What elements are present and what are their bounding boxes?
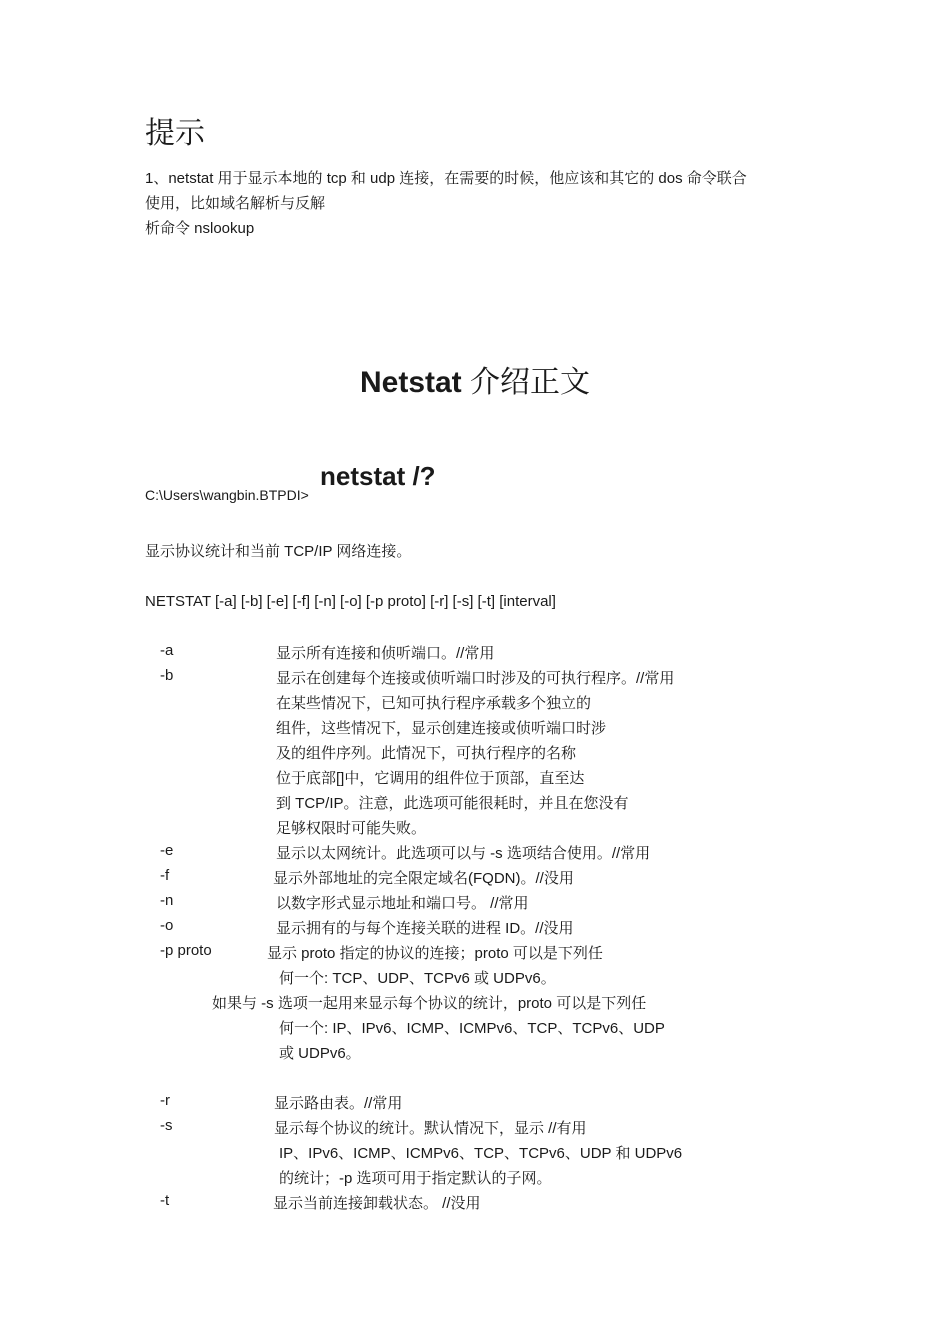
tip-line-2: 使用，比如域名解析与反解 (145, 195, 326, 212)
option-desc-t: 显示当前连接卸载状态。 //没用 (273, 1195, 481, 1212)
option-desc-p-s-2: 何一个: IP、IPv6、ICMP、ICMPv6、TCP、TCPv6、UDP (279, 1020, 665, 1037)
option-desc-s-1: 显示每个协议的统计。默认情况下，显示 //有用 (274, 1120, 587, 1137)
option-flag-o: -o (160, 917, 174, 934)
intro-text: 显示协议统计和当前 TCP/IP 网络连接。 (145, 543, 412, 560)
tip-line-3: 析命令 nslookup (145, 220, 255, 237)
syntax-line: NETSTAT [-a] [-b] [-e] [-f] [-n] [-o] [-p proto] [-r] [-s] [-t] [interval] (145, 593, 556, 610)
option-desc-n: 以数字形式显示地址和端口号。 //常用 (276, 895, 529, 912)
command-prompt: C:\Users\wangbin.BTPDI> (145, 487, 309, 503)
option-desc-r: 显示路由表。//常用 (274, 1095, 403, 1112)
option-desc-b-2: 在某些情况下，已知可执行程序承载多个独立的 (276, 695, 592, 712)
option-desc-p-s-1: 如果与 -s 选项一起用来显示每个协议的统计，proto 可以是下列任 (212, 995, 647, 1012)
option-desc-b-6: 到 TCP/IP。注意，此选项可能很耗时，并且在您没有 (276, 795, 629, 812)
option-desc-b-5: 位于底部[]中，它调用的组件位于顶部，直至达 (276, 770, 585, 787)
main-heading-latin: Netstat (359, 366, 471, 399)
option-flag-b: -b (160, 667, 174, 684)
option-desc-b-4: 及的组件序列。此情况下，可执行程序的名称 (276, 745, 577, 762)
option-desc-b-1: 显示在创建每个连接或侦听端口时涉及的可执行程序。//常用 (276, 670, 675, 687)
option-desc-s-3: 的统计；-p 选项可用于指定默认的子网。 (279, 1170, 552, 1187)
option-flag-s: -s (160, 1117, 173, 1134)
option-desc-b-7: 足够权限时可能失败。 (276, 820, 427, 837)
option-desc-e: 显示以太网统计。此选项可以与 -s 选项结合使用。//常用 (276, 845, 651, 862)
option-flag-r: -r (160, 1092, 170, 1109)
option-desc-b-3: 组件，这些情况下，显示创建连接或侦听端口时涉 (276, 720, 607, 737)
command-text: netstat /? (320, 461, 436, 491)
option-desc-p-2: 何一个: TCP、UDP、TCPv6 或 UDPv6。 (279, 970, 556, 987)
option-desc-p-s-3: 或 UDPv6。 (279, 1045, 361, 1062)
option-flag-f: -f (160, 867, 170, 884)
option-flag-a: -a (160, 642, 174, 659)
option-desc-s-2: IP、IPv6、ICMP、ICMPv6、TCP、TCPv6、UDP 和 UDPv6 (279, 1145, 683, 1162)
tip-title: 提示 (145, 116, 205, 151)
option-desc-a: 显示所有连接和侦听端口。//常用 (276, 645, 495, 662)
option-desc-p-1: 显示 proto 指定的协议的连接；proto 可以是下列任 (267, 945, 603, 962)
option-desc-o: 显示拥有的与每个连接关联的进程 ID。//没用 (276, 920, 574, 937)
option-flag-e: -e (160, 842, 174, 859)
option-flag-t: -t (160, 1192, 170, 1209)
option-flag-p: -p proto (160, 942, 212, 959)
main-heading-cjk: 介绍正文 (470, 365, 591, 400)
option-desc-f: 显示外部地址的完全限定域名(FQDN)。//没用 (273, 870, 574, 887)
tip-line-1: 1、netstat 用于显示本地的 tcp 和 udp 连接，在需要的时候，他应该和其它的 dos 命令联合 (145, 170, 747, 187)
main-heading (0, 357, 950, 401)
option-flag-n: -n (160, 892, 174, 909)
